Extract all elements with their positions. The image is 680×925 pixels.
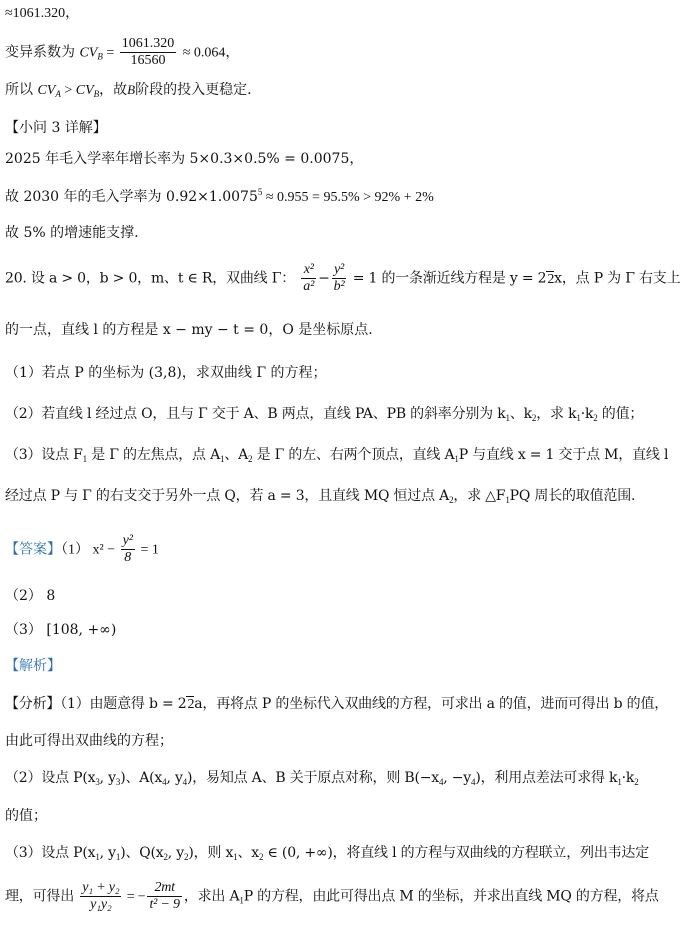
text: 经过点 P 与 Γ 的右支交于另外一点 Q，若 a = 3，且直线 MQ 恒过点 A (5, 488, 450, 504)
text: 由此可得出双曲线的方程； (5, 733, 173, 749)
text: ，求 △F (453, 488, 506, 504)
text: 变异系数为 (5, 44, 75, 61)
text: , −y (443, 770, 472, 786)
math-sub: 2 (531, 413, 537, 423)
text: )、A(x (120, 770, 163, 786)
text: = 1 (137, 542, 159, 558)
fraction (120, 36, 177, 69)
text: a，再将点 P 的坐标代入双曲线的方程，可求出 a 的值，进而可得出 b 的值， (194, 696, 669, 712)
sub-question-3 (5, 447, 668, 465)
math-sub: 1 (233, 852, 238, 862)
math-sub: 2 (248, 454, 253, 464)
text: , y (99, 770, 116, 786)
fraction-numerator: y² (332, 262, 347, 279)
text: （3）设点 F (5, 447, 83, 463)
text: ≈ 0.955 = 95.5% > 92% + 2% (262, 190, 434, 205)
answer-line (5, 588, 55, 605)
text: （2）设点 P(x (5, 770, 96, 786)
sub-question-1 (5, 365, 326, 382)
text: = − (123, 889, 146, 905)
fraction-denominator: t² − 9 (149, 897, 180, 913)
text: （1）若点 P 的坐标为 (3,8)，求双曲线 Γ 的方程； (5, 365, 327, 381)
text-line (5, 187, 434, 207)
text: ，求出 A (183, 888, 240, 905)
text: , y (167, 845, 185, 861)
math-sub: 1 (505, 413, 510, 423)
text: P 的方程，由此可得出点 M 的坐标，并求出直线 MQ 的方程，将点 (243, 888, 659, 905)
fraction-denominator: b² (333, 279, 345, 295)
fraction-numerator: y² (121, 533, 135, 550)
analysis-line (5, 845, 649, 863)
analysis-line (5, 770, 639, 788)
math-sub: A (55, 89, 61, 99)
analysis-label (5, 658, 61, 675)
text: 是 Γ 的左焦点，点 A (86, 447, 221, 463)
math-sqrt: 2 (547, 271, 555, 287)
math-sub: 1 (115, 852, 121, 862)
text: 阶段的投入更稳定. (135, 82, 252, 98)
fraction-numerator: y₁ + y₂ (80, 880, 121, 897)
answer-line (5, 533, 159, 566)
fraction (301, 262, 316, 295)
math-sub: 4 (471, 777, 476, 787)
text: ∈ (0, +∞)，将直线 l 的方程与双曲线的方程联立，列出韦达定 (263, 845, 650, 861)
text-line (5, 225, 139, 242)
math-sub: 1 (454, 454, 459, 464)
text: （2） 8 (5, 588, 56, 604)
answer-line (5, 622, 116, 639)
fraction-numerator: 2mt (147, 880, 181, 897)
fraction (80, 880, 121, 913)
text: 的值； (597, 406, 644, 422)
math-sub: 2 (258, 852, 264, 862)
text: )、Q(x (120, 845, 164, 861)
text: 的一点，直线 l 的方程是 x − my − t = 0，O 是坐标原点. (5, 322, 373, 338)
text-line (5, 82, 252, 100)
text: x，点 P 为 Γ 右支上 (554, 270, 680, 287)
text: ，故 (99, 82, 128, 98)
text: ≈1061.320， (5, 6, 80, 21)
answer-label: 【答案】 (5, 541, 61, 558)
math-sub: 1 (505, 495, 510, 505)
text: )，利用点差法可求得 k (475, 770, 618, 786)
text: = (102, 45, 118, 61)
math-sub: 1 (95, 852, 100, 862)
text-line (5, 151, 363, 168)
text: 、k (509, 406, 532, 422)
text-line (5, 322, 373, 339)
text: ，求 k (536, 406, 577, 422)
math-sub: 2 (449, 495, 454, 505)
text: 故 2030 年的毛入学率为 0.92×1.0075 (5, 189, 258, 205)
math-sub: 1 (576, 413, 581, 423)
text: ·k (621, 770, 635, 786)
text: , y (166, 770, 183, 786)
math-sub: 2 (634, 777, 639, 787)
text: （3）设点 P(x (5, 845, 96, 861)
text: ≈ 0.064， (182, 45, 240, 61)
math-var: CV (37, 83, 56, 98)
math-sub: 4 (182, 777, 187, 787)
text: 的值； (5, 808, 47, 824)
math-sub: 4 (162, 777, 167, 787)
text: 、x (237, 845, 259, 861)
math-sub: B (93, 89, 100, 99)
analysis-line (5, 880, 659, 913)
math-sub: 1 (82, 454, 87, 464)
math-sup: 5 (257, 187, 263, 197)
fraction (332, 262, 347, 295)
math-sqrt: 2 (187, 697, 195, 712)
text-line (5, 808, 47, 825)
section-heading (5, 120, 107, 137)
fraction-denominator: y₁y₂ (90, 897, 112, 913)
text: （3） [108, +∞) (5, 622, 117, 638)
math-sub: 2 (593, 413, 598, 423)
text: 理，可得出 (5, 888, 79, 905)
math-sub: 3 (95, 777, 100, 787)
text: 2025 年毛入学率年增长率为 5×0.3×0.5% = 0.0075， (5, 151, 364, 167)
text-line (5, 488, 635, 506)
text: )，则 x (188, 845, 234, 861)
text: 故 5% 的增速能支撑. (5, 225, 139, 241)
fraction-denominator: 8 (124, 550, 132, 566)
fraction (147, 880, 181, 913)
math-sub: B (97, 51, 103, 62)
text: 20. 设 a > 0，b > 0，m、t ∈ R，双曲线 Γ： (5, 270, 296, 287)
math-sub: 1 (220, 454, 225, 464)
fraction-denominator: a² (303, 279, 315, 295)
text: P 与直线 x = 1 交于点 M，直线 l (458, 447, 669, 463)
text: 所以 (5, 82, 33, 98)
text-line (5, 733, 173, 750)
math-sub: 2 (184, 852, 189, 862)
heading-text: 【小问 3 详解】 (5, 120, 107, 136)
math-sub: 1 (617, 777, 622, 787)
text: , y (99, 845, 116, 861)
fraction-numerator: x² (301, 262, 316, 279)
math-var: B (127, 82, 136, 97)
text: 是 Γ 的左、右两个顶点，直线 A (252, 447, 455, 463)
analysis-heading: 【解析】 (5, 658, 61, 674)
math-sub: 4 (438, 777, 444, 787)
fraction (121, 533, 135, 566)
sub-question-2 (5, 406, 643, 424)
text-line (5, 36, 239, 69)
text: 【分析】（1）由题意得 b = 2 (5, 696, 187, 712)
problem-statement: 20. 设 a > 0，b > 0，m、t ∈ R，双曲线 Γ： $\frac{\text{x²}}{\text{a²}}$ − $\frac{\text{y²}}{\text{b²}}$ = 1 的一条渐近线方程是 y = 22x，点 P 为 Γ 右支上 (5, 262, 680, 295)
text: 、A (224, 447, 249, 463)
math-var: CV (75, 83, 94, 98)
text: = 1 的一条渐近线方程是 y = 2 (348, 270, 547, 287)
math-sub: 1 (239, 895, 244, 906)
text: )，易知点 A、B 关于原点对称，则 B(−x (186, 770, 439, 786)
text: （2）若直线 l 经过点 O，且与 Γ 交于 A、B 两点，直线 PA、PB 的斜率分别为 k (5, 406, 506, 422)
text: PQ 周长的取值范围. (509, 488, 636, 504)
text: ·k (580, 406, 594, 422)
fraction-numerator: 1061.320 (120, 36, 177, 53)
math-sub: 2 (163, 852, 168, 862)
text: （1） x² − (61, 542, 119, 558)
math-var: CV (79, 45, 98, 61)
analysis-line (5, 696, 668, 714)
text: > (60, 83, 76, 98)
text-line (5, 6, 79, 23)
fraction-denominator: 16560 (130, 53, 166, 69)
math-sub: 3 (115, 777, 121, 787)
